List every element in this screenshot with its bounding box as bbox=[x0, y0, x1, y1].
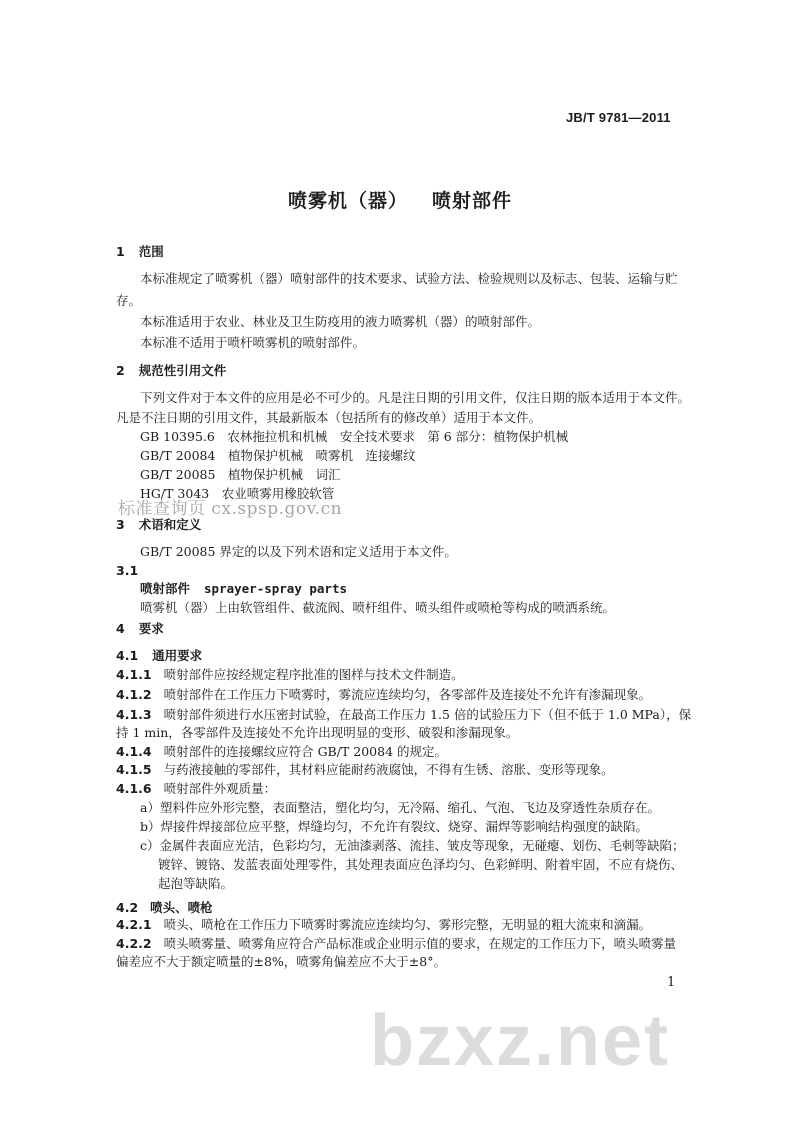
clause-text: 喷射部件应按经规定程序批准的图样与技术文件制造。 bbox=[163, 667, 464, 682]
section-number: 4 bbox=[116, 621, 125, 636]
clause-number: 4.1.6 bbox=[116, 781, 152, 796]
section-1-heading bbox=[116, 242, 164, 260]
clause-4-2-2 bbox=[116, 935, 676, 952]
appearance-item-c-continued: 镀锌、镀铬、发蓝表面处理零件，其处理表面应色泽均匀、色彩鲜明、附着牢固，不应有烧伤、 bbox=[158, 857, 684, 872]
subsection-3-1-number: 3.1 bbox=[116, 563, 139, 578]
subsection-number: 4.2 bbox=[116, 900, 139, 915]
clause-4-1-2 bbox=[116, 686, 651, 703]
section-title: 规范性引用文件 bbox=[138, 363, 227, 378]
reference-item: GB/T 20085 植物保护机械 词汇 bbox=[140, 467, 341, 482]
clause-number: 4.1.5 bbox=[116, 762, 152, 777]
section-number: 2 bbox=[116, 363, 125, 378]
watermark-top: 标准查询页 cx.spsp.gov.cn bbox=[118, 499, 343, 519]
clause-text: 喷射部件的连接螺纹应符合 GB/T 20084 的规定。 bbox=[163, 744, 447, 759]
s1-paragraph-1-line-2: 存。 bbox=[116, 293, 142, 308]
clause-number: 4.1.4 bbox=[116, 744, 152, 759]
reference-item: GB/T 20084 植物保护机械 喷雾机 连接螺纹 bbox=[140, 448, 416, 463]
watermark-bottom: bzxz.net bbox=[370, 1001, 671, 1081]
clause-text: 喷射部件在工作压力下喷雾时，雾流应连续均匀，各零部件及连接处不允许有渗漏现象。 bbox=[163, 687, 652, 702]
s1-paragraph-3: 本标准不适用于喷杆喷雾机的喷射部件。 bbox=[140, 335, 366, 350]
appearance-item-b: b）焊接件焊接部位应平整，焊缝均匀，不允许有裂纹、烧穿、漏焊等影响结构强度的缺陷。 bbox=[140, 819, 649, 834]
page-number: 1 bbox=[667, 975, 676, 990]
section-3-heading bbox=[116, 515, 201, 533]
clause-4-1-1 bbox=[116, 666, 464, 683]
s1-paragraph-1-line-1: 本标准规定了喷雾机（器）喷射部件的技术要求、试验方法、检验规则以及标志、包装、运输与贮 bbox=[140, 271, 678, 286]
section-number: 3 bbox=[116, 517, 125, 532]
term-definition: 喷雾机（器）上由软管组件、截流阀、喷杆组件、喷头组件或喷枪等构成的喷洒系统。 bbox=[140, 600, 616, 615]
section-title: 术语和定义 bbox=[138, 517, 202, 532]
appearance-item-c: c）金属件表面应光洁，色彩均匀，无油漆剥落、流挂、皱皮等现象，无碰瘪、划伤、毛刺等缺陷； bbox=[140, 838, 685, 853]
term-entry bbox=[140, 579, 347, 597]
term-chinese: 喷射部件 bbox=[140, 581, 191, 596]
subsection-title: 通用要求 bbox=[152, 648, 203, 663]
appearance-item-c-continued: 起泡等缺陷。 bbox=[158, 876, 234, 891]
subsection-4-2-heading bbox=[116, 898, 213, 916]
clause-text: 与药液接触的零部件，其材料应能耐药液腐蚀，不得有生锈、溶胀、变形等现象。 bbox=[163, 762, 614, 777]
term-english: sprayer-spray parts bbox=[204, 581, 348, 596]
clause-4-1-3-continued: 持 1 min，各零部件及连接处不允许出现明显的变形、破裂和渗漏现象。 bbox=[116, 725, 519, 740]
s3-paragraph: GB/T 20085 界定的以及下列术语和定义适用于本文件。 bbox=[140, 544, 457, 559]
clause-number: 4.1.2 bbox=[116, 687, 152, 702]
clause-text: 喷头喷雾量、喷雾角应符合产品标准或企业明示值的要求，在规定的工作压力下，喷头喷雾量 bbox=[163, 936, 677, 951]
reference-item: HG/T 3043 农业喷雾用橡胶软管 bbox=[140, 486, 335, 501]
appearance-item-a: a）塑料件应外形完整，表面整洁，塑化均匀，无冷隔、缩孔、气泡、飞边及穿透性杂质存在。 bbox=[140, 800, 660, 815]
clause-number: 4.2.1 bbox=[116, 917, 152, 932]
title-part-2: 喷射部件 bbox=[432, 190, 513, 212]
clause-4-2-2-continued: 偏差应不大于额定喷量的±8%，喷雾角偏差应不大于±8°。 bbox=[116, 954, 446, 969]
section-4-heading bbox=[116, 619, 164, 637]
section-number: 1 bbox=[116, 244, 125, 259]
clause-number: 4.2.2 bbox=[116, 936, 152, 951]
reference-item: GB 10395.6 农林拖拉机和机械 安全技术要求 第 6 部分：植物保护机械 bbox=[140, 429, 569, 444]
clause-number: 4.1.3 bbox=[116, 707, 152, 722]
document-number: JB/T 9781—2011 bbox=[566, 110, 671, 125]
section-2-heading bbox=[116, 361, 226, 379]
section-title: 要求 bbox=[138, 621, 164, 636]
s1-paragraph-2: 本标准适用于农业、林业及卫生防疫用的液力喷雾机（器）的喷射部件。 bbox=[140, 314, 541, 329]
clause-4-1-5 bbox=[116, 761, 614, 778]
clause-text: 喷射部件外观质量： bbox=[163, 781, 277, 796]
clause-number: 4.1.1 bbox=[116, 667, 152, 682]
subsection-4-1-heading bbox=[116, 646, 202, 664]
clause-4-1-6 bbox=[116, 780, 276, 797]
subsection-number: 4.1 bbox=[116, 648, 139, 663]
section-title: 范围 bbox=[138, 244, 164, 259]
title-part-1: 喷雾机（器） bbox=[287, 190, 408, 212]
clause-text: 喷射部件须进行水压密封试验，在最高工作压力 1.5 倍的试验压力下（但不低于 1.0 MPa），保 bbox=[163, 707, 692, 722]
s2-paragraph-line-2: 凡是不注日期的引用文件，其最新版本（包括所有的修改单）适用于本文件。 bbox=[116, 410, 542, 425]
subsection-title: 喷头、喷枪 bbox=[150, 900, 213, 915]
clause-4-1-4 bbox=[116, 743, 447, 760]
page-title bbox=[0, 186, 800, 213]
s2-paragraph-line-1: 下列文件对于本文件的应用是必不可少的。凡是注日期的引用文件，仅注日期的版本适用于本文件。 bbox=[140, 390, 691, 405]
clause-4-1-3 bbox=[116, 706, 691, 723]
clause-text: 喷头、喷枪在工作压力下喷雾时雾流应连续均匀、雾形完整，无明显的粗大流束和滴漏。 bbox=[163, 917, 652, 932]
clause-4-2-1 bbox=[116, 916, 651, 933]
